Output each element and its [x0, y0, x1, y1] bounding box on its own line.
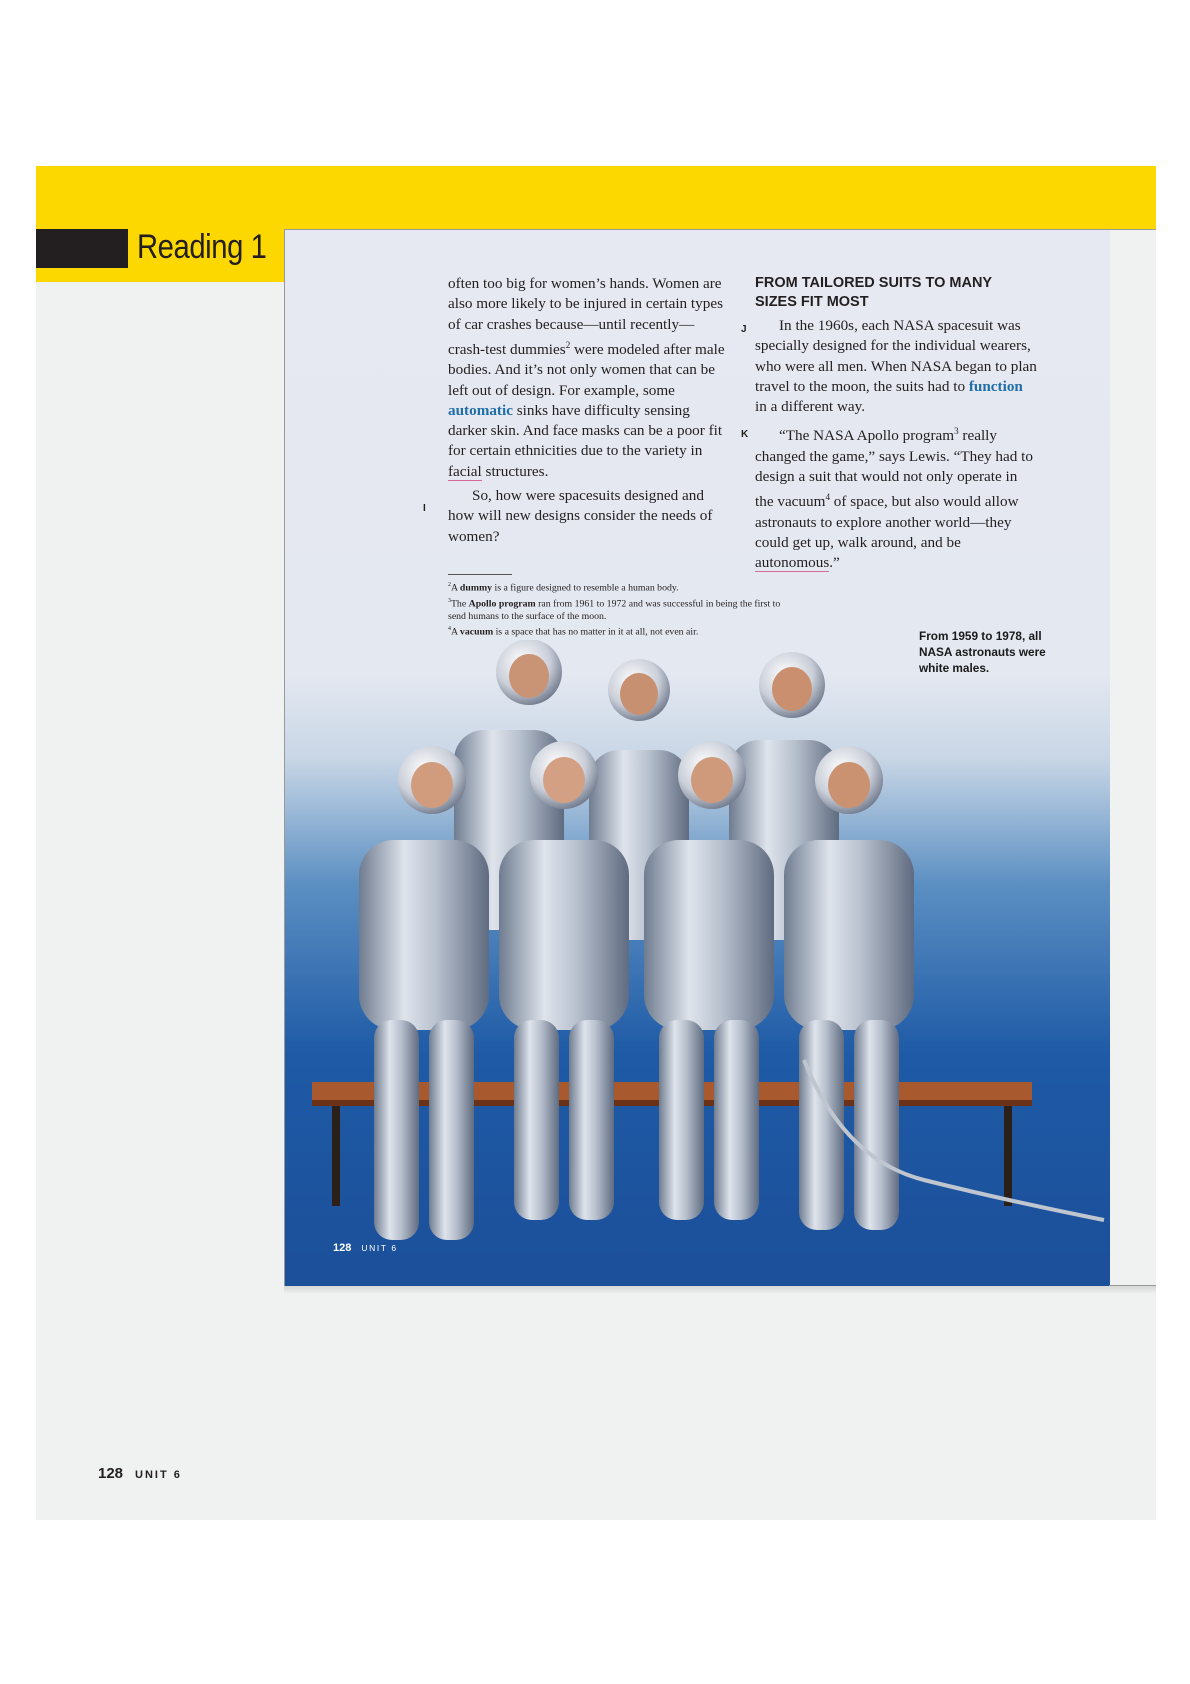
paragraph-marker-k: K: [741, 429, 749, 440]
paragraph: often too big for women’s hands. Women are also more likely to be injured in certain types of car crashes because—until recently—crash-test dummies$^2$ were modeled after male bodies. And it’s not only women that can be left out of design. For example, some automatic sinks have difficulty sensing darker skin. And face masks can be a poor fit for certain ethnicities due to the variety in facial structures.: [448, 275, 725, 480]
header-band: [36, 166, 1156, 229]
inset-edge: [1109, 229, 1156, 1286]
footnote: $^3$The Apollo program ran from 1961 to 1972 and was successful in being the first to send humans to the surface of the moon.: [448, 597, 781, 623]
section-marker-bar: [36, 229, 128, 268]
subheading: FROM TAILORED SUITS TO MANY SIZES FIT MOST: [755, 275, 992, 310]
vocab-word-function[interactable]: function: [968, 377, 1023, 395]
footnote: $^4$A vacuum is a space that has no matter in it at all, not even air.: [448, 626, 699, 638]
photo-caption: From 1959 to 1978, all NASA astronauts were white males.: [919, 629, 1046, 675]
footnote: $^2$A dummy is a figure designed to resemble a human body.: [448, 582, 679, 594]
underlined-word-facial: facial: [448, 462, 482, 480]
astronaut-group-photo: [284, 640, 1109, 1286]
section-title: Reading 1: [137, 228, 267, 266]
inset-shadow: [284, 1286, 1156, 1294]
paragraph: “The NASA Apollo program$^3$ really changed the game,” says Lewis. “They had to design a suit that would not only operate in the vacuum$^4$ of space, but also would allow astronauts to explore another world—they could get up, walk around, and be autonomous.”: [755, 426, 1033, 572]
text-column-2: [755, 274, 1037, 574]
paragraph: So, how were spacesuits designed and how will new designs consider the needs of women?: [448, 487, 713, 545]
inset-folio: 128 UNIT 6: [333, 1242, 398, 1254]
underlined-word-autonomous: autonomous: [755, 554, 830, 572]
page-number: 128: [98, 1465, 124, 1482]
footnotes: [448, 579, 798, 639]
vocab-word-automatic[interactable]: automatic: [448, 401, 513, 419]
paragraph-marker-i: I: [423, 503, 426, 514]
page-folio: [98, 1465, 182, 1482]
paragraph: In the 1960s, each NASA spacesuit was specially designed for the individual wearers, who were all men. When NASA began to plan travel to the moon, the suits had to function in a different way.: [755, 317, 1037, 416]
paragraph-marker-j: J: [741, 324, 747, 335]
footnote-rule: [448, 574, 512, 575]
unit-label: UNIT 6: [135, 1469, 182, 1481]
text-column-1: [448, 274, 730, 547]
